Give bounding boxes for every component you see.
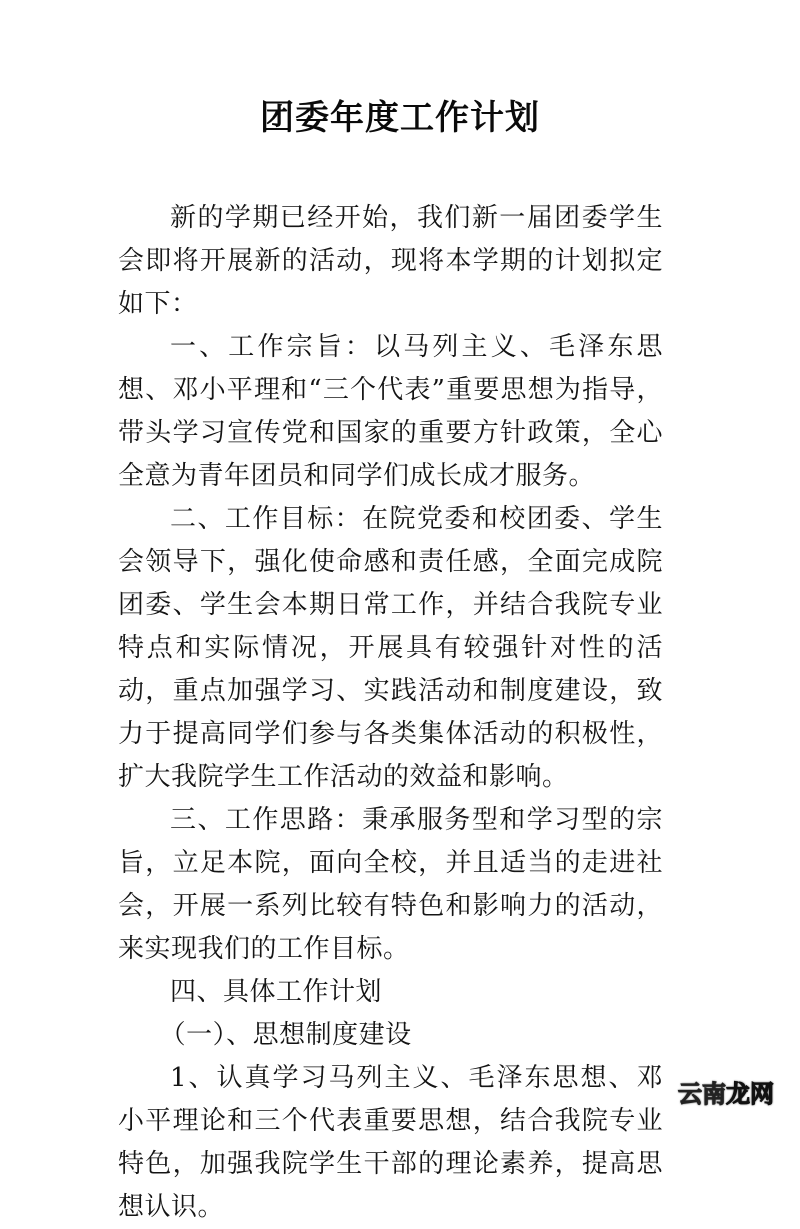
plan-item-1-paragraph: 1、认真学习马列主义、毛泽东思想、邓小平理论和三个代表重要思想，结合我院专业特色，加强我院学生干部的理论素养，提高思想认识。 [118, 1063, 663, 1222]
subsection-ideology-heading: （一）、思想制度建设 [159, 1020, 412, 1050]
section-purpose-paragraph: 一、工作宗旨：以马列主义、毛泽东思想、邓小平理和“三个代表”重要思想为指导，带头学习宣传党和国家的重要方针政策，全心全意为青年团员和同学们成长成才服务。 [118, 332, 663, 491]
section-approach-paragraph: 三、工作思路：秉承服务型和学习型的宗旨，立足本院，面向全校，并且适当的走进社会，开展一系列比较有特色和影响力的活动，来实现我们的工作目标。 [118, 805, 663, 964]
site-watermark-logo [678, 1080, 774, 1108]
watermark-part-2: 龙网 [726, 1080, 774, 1108]
intro-paragraph: 新的学期已经开始，我们新一届团委学生会即将开展新的活动，现将本学期的计划拟定如下： [118, 203, 663, 319]
section-plan-heading: 四、具体工作计划 [170, 977, 383, 1007]
document-body [118, 197, 663, 1229]
section-goal-paragraph: 二、工作目标：在院党委和校团委、学生会领导下，强化使命感和责任感，全面完成院团委、学生会本期日常工作，并结合我院专业特点和实际情况，开展具有较强针对性的活动，重点加强学习、实践活动和制度建设，致力于提高同学们参与各类集体活动的积极性，扩大我院学生工作活动的效益和影响。 [118, 504, 663, 792]
watermark-part-1: 云南 [678, 1080, 726, 1108]
document-title: 团委年度工作计划 [260, 98, 540, 138]
